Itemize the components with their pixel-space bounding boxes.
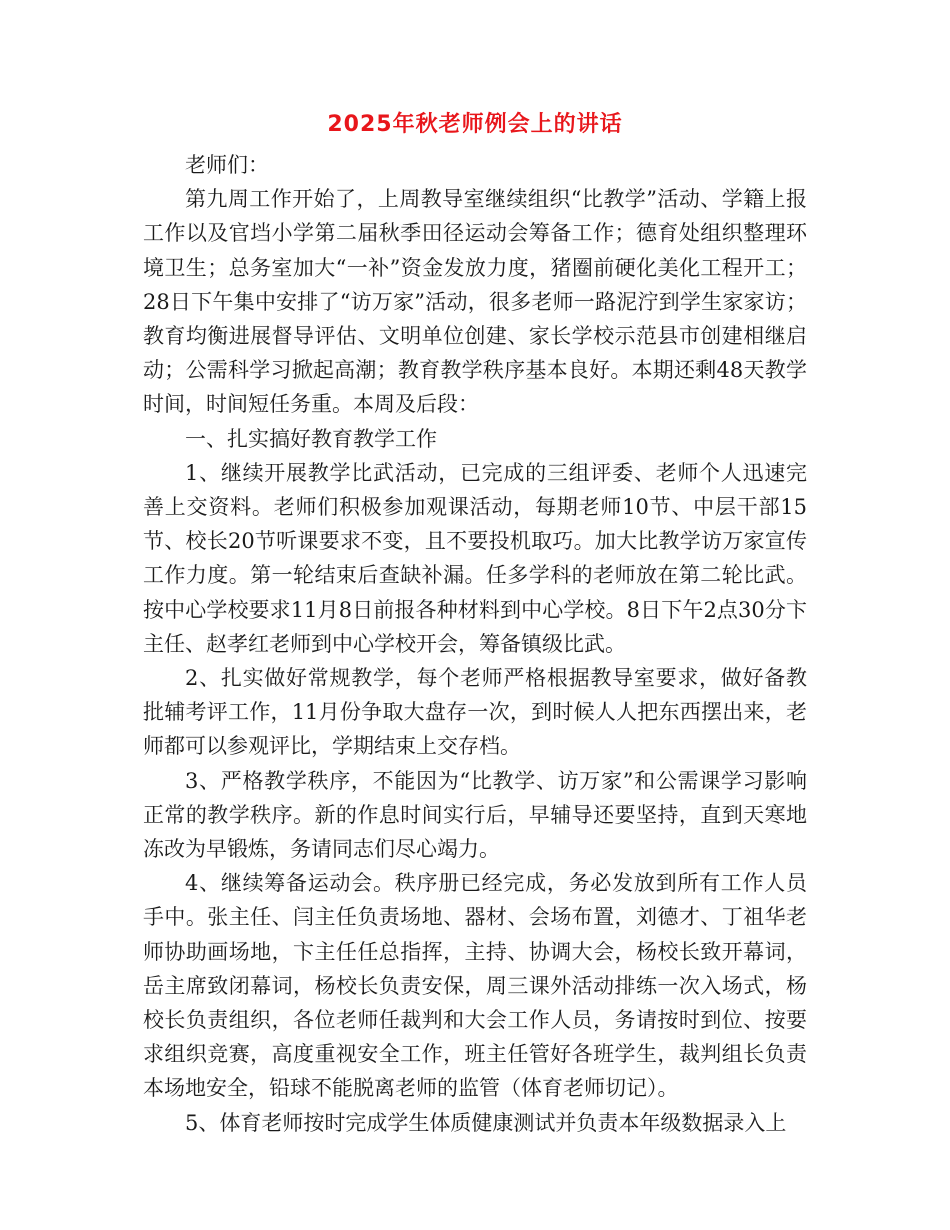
- document-body: [143, 148, 807, 1140]
- paragraph-item-3: 3、严格教学秩序，不能因为“比教学、访万家”和公需课学习影响正常的教学秩序。新的作息时间实行后，早辅导还要坚持，直到天寒地冻改为早锻炼，务请同志们尽心竭力。: [143, 768, 807, 862]
- paragraph-item-5: 5、体育老师按时完成学生体质健康测试并负责本年级数据录入上: [185, 1110, 787, 1135]
- paragraph-item-1: 1、继续开展教学比武活动，已完成的三组评委、老师个人迅速完善上交资料。老师们积极参加观课活动，每期老师10节、中层干部15节、校长20节听课要求不变，且不要投机取巧。加大比教学访万家宣传工作力度。第一轮结束后查缺补漏。任多学科的老师放在第二轮比武。按中心学校要求11月8日前报各种材料到中心学校。8日下午2点30分卞主任、赵孝红老师到中心学校开会，筹备镇级比武。: [143, 460, 807, 656]
- section-heading: 一、扎实搞好教育教学工作: [185, 426, 437, 451]
- paragraph-intro: 第九周工作开始了，上周教导室继续组织“比教学”活动、学籍上报工作以及官垱小学第二届秋季田径运动会筹备工作；德育处组织整理环境卫生；总务室加大“一补”资金发放力度，猪圈前硬化美化工程开工；28日下午集中安排了“访万家”活动，很多老师一路泥泞到学生家家访；教育均衡进展督导评估、文明单位创建、家长学校示范县市创建相继启动；公需科学习掀起高潮；教育教学秩序基本良好。本期还剩48天教学时间，时间短任务重。本周及后段：: [143, 187, 807, 417]
- paragraph-item-2: 2、扎实做好常规教学，每个老师严格根据教导室要求，做好备教批辅考评工作，11月份争取大盘存一次，到时候人人把东西摆出来，老师都可以参观评比，学期结束上交存档。: [143, 666, 807, 759]
- paragraph-item-4: 4、继续筹备运动会。秩序册已经完成，务必发放到所有工作人员手中。张主任、闫主任负责场地、器材、会场布置，刘德才、丁祖华老师协助画场地，卞主任任总指挥，主持、协调大会，杨校长致开幕词，岳主席致闭幕词，杨校长负责安保，周三课外活动排练一次入场式，杨校长负责组织，各位老师任裁判和大会工作人员，务请按时到位、按要求组织竞赛，高度重视安全工作，班主任管好各班学生，裁判组长负责本场地安全，铅球不能脱离老师的监管（体育老师切记）。: [143, 871, 807, 1101]
- document-title: 2025年秋老师例会上的讲话: [327, 112, 623, 137]
- salutation: 老师们：: [185, 153, 269, 177]
